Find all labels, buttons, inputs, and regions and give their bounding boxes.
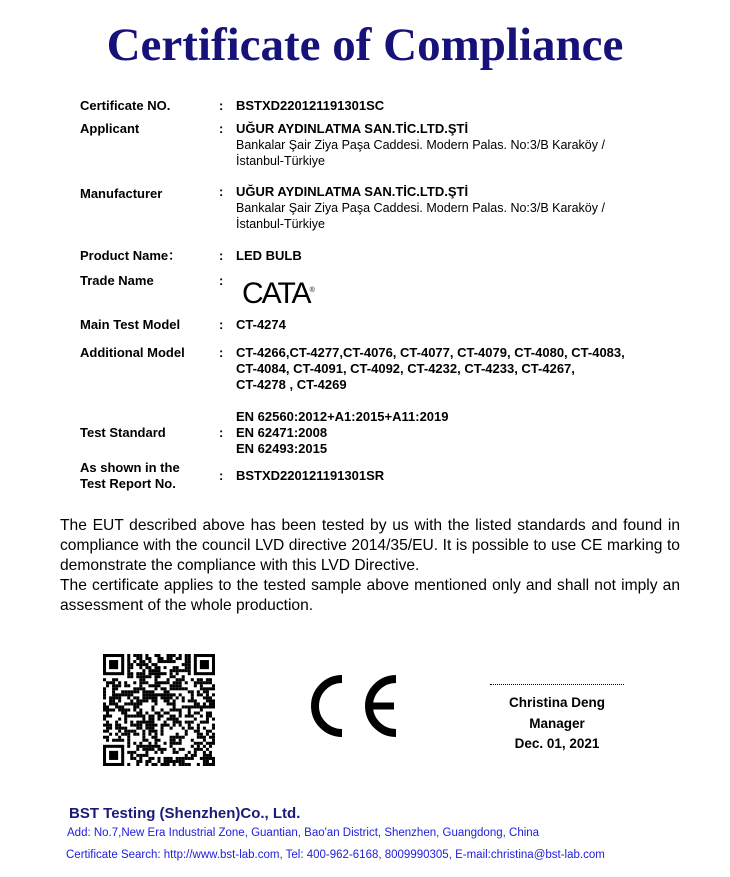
footer-contact[interactable]: Certificate Search: http://www.bst-lab.com, Tel: 400-962-6168, 8009990305, E-mail:christina@bst-lab.com — [66, 849, 605, 861]
colon: : — [219, 184, 224, 199]
signature-date: Dec. 01, 2021 — [514, 736, 600, 751]
colon: : — [219, 345, 224, 360]
signature-block — [490, 684, 624, 755]
main-model-label: Main Test Model — [80, 317, 181, 332]
footer-address: Add: No.7,New Era Industrial Zone, Guantian, Bao'an District, Shenzhen, Guangdong, China — [67, 827, 540, 839]
report-label: Test Report No. — [80, 476, 176, 491]
statement-text: The EUT described above has been tested by us with the listed standards and found in compliance with the council LVD directive 2014/35/EU. It is possible to use CE marking to demonstrate the compliance with this LVD Directive. — [60, 517, 680, 574]
statement — [60, 516, 680, 616]
additional-model-label: Additional Model — [80, 345, 185, 360]
colon: : — [219, 317, 224, 332]
colon: : — [219, 425, 224, 440]
colon: : — [219, 121, 224, 136]
colon: : — [219, 273, 224, 288]
colon: : — [219, 248, 224, 263]
standard-line: EN 62493:2015 — [236, 441, 328, 456]
manufacturer-name: UĞUR AYDINLATMA SAN.TİC.LTD.ŞTİ — [236, 184, 469, 199]
report-value: BSTXD220121191301SR — [236, 468, 385, 483]
signer-name: Christina Deng — [508, 695, 605, 710]
signer-role: Manager — [529, 715, 585, 731]
footer-company: BST Testing (Shenzhen)Co., Ltd. — [69, 805, 301, 822]
applicant-address-2: İstanbul-Türkiye — [236, 154, 325, 168]
standard-line: EN 62560:2012+A1:2015+A11:2019 — [236, 409, 449, 424]
manufacturer-address-2: İstanbul-Türkiye — [236, 217, 325, 231]
colon: : — [219, 98, 224, 113]
applicant-label: Applicant — [80, 121, 140, 136]
manufacturer-label: Manufacturer — [80, 186, 163, 201]
cata-logo: CATA® — [242, 277, 315, 310]
model-line: CT-4084, CT-4091, CT-4092, CT-4232, CT-4233, CT-4267, — [236, 361, 575, 376]
applicant-name: UĞUR AYDINLATMA SAN.TİC.LTD.ŞTİ — [236, 121, 469, 136]
applicant-address-1: Bankalar Şair Ziya Paşa Caddesi. Modern Palas. No:3/B Karaköy / — [236, 138, 605, 152]
product-value: LED BULB — [236, 248, 302, 263]
statement-text-2: The certificate applies to the tested sample above mentioned only and shall not imply an assessment of the whole production. — [60, 577, 680, 614]
cert-no-value: BSTXD220121191301SC — [236, 98, 385, 113]
main-model-value: CT-4274 — [236, 317, 286, 332]
model-line: CT-4266,CT-4277,CT-4076, CT-4077, CT-4079, CT-4080, CT-4083, — [236, 345, 625, 360]
report-label: As shown in the — [80, 460, 180, 475]
manufacturer-address-1: Bankalar Şair Ziya Paşa Caddesi. Modern Palas. No:3/B Karaköy / — [236, 201, 605, 215]
cert-no-label: Certificate NO. — [80, 98, 171, 113]
standard-label: Test Standard — [80, 425, 166, 440]
model-line: CT-4278 , CT-4269 — [236, 377, 347, 392]
standard-line: EN 62471:2008 — [236, 425, 328, 440]
product-label: Product Name： — [80, 248, 182, 263]
trade-label: Trade Name — [80, 273, 154, 288]
page-title: Certificate of Compliance — [106, 19, 624, 71]
qr-code — [103, 654, 215, 766]
ce-mark-icon — [296, 671, 400, 741]
colon: : — [219, 468, 224, 483]
